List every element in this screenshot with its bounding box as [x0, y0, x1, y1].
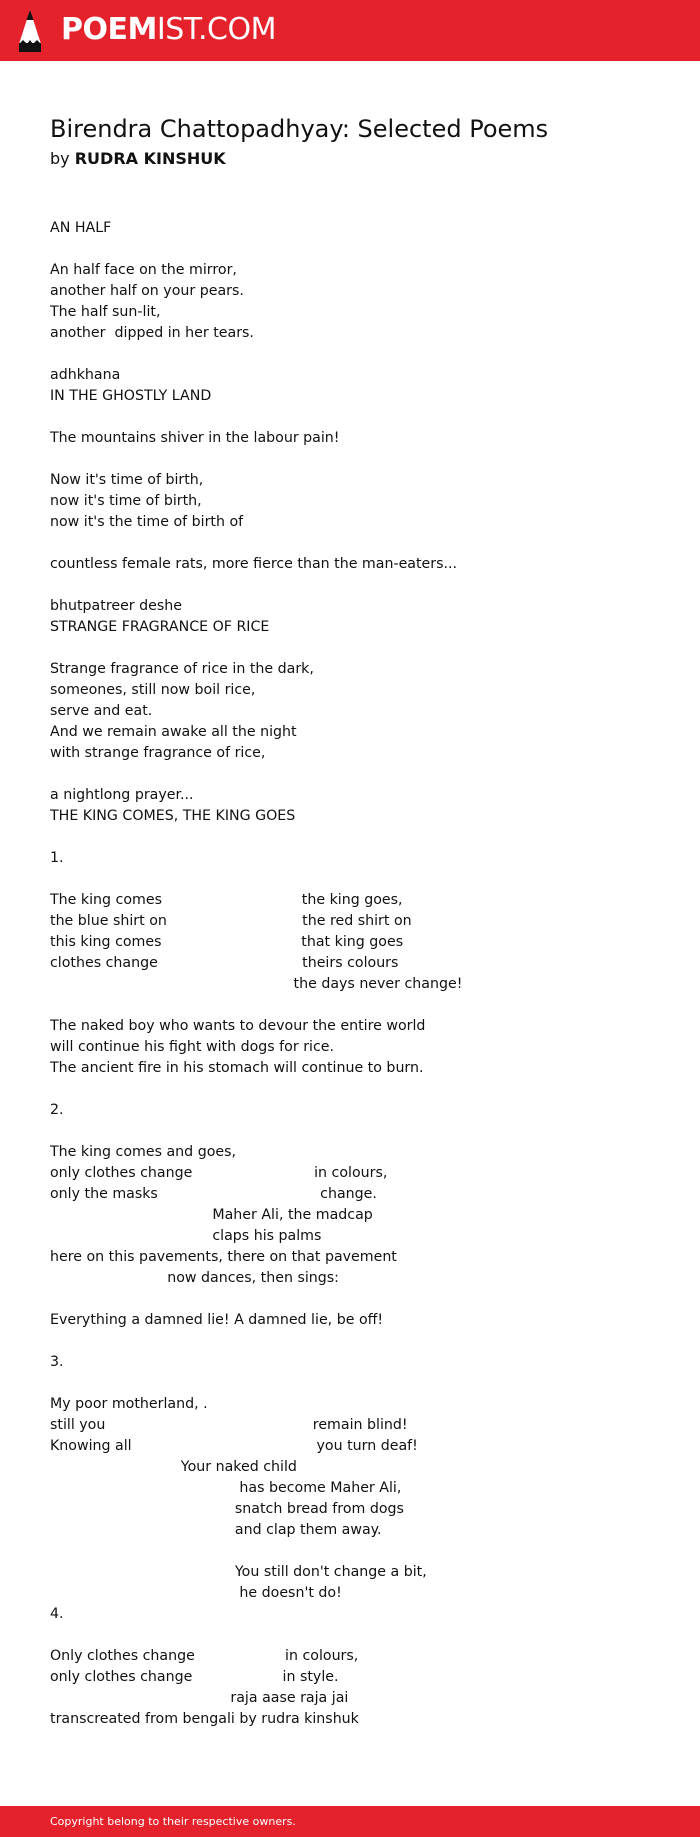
poem-line — [50, 1541, 670, 1562]
poem-line: he doesn't do! — [50, 1585, 342, 1601]
poem-line: My poor motherland, . — [50, 1396, 208, 1412]
poem-line: STRANGE FRAGRANCE OF RICE — [50, 619, 270, 635]
poem-line: Only clothes change in colours, — [50, 1648, 359, 1664]
poem-line — [50, 869, 670, 890]
site-header — [0, 0, 700, 61]
poem-line — [50, 827, 670, 848]
poem-body — [50, 218, 670, 1730]
poem-line: 3. — [50, 1354, 64, 1370]
poem-line: Strange fragrance of rice in the dark, — [50, 661, 314, 677]
poem-line — [50, 533, 670, 554]
poem-line: here on this pavements, there on that pavement — [50, 1249, 397, 1265]
poem-line — [50, 638, 670, 659]
poem-line — [50, 344, 670, 365]
poem-line — [50, 1079, 670, 1100]
poem-line: clothes change theirs colours — [50, 955, 399, 971]
site-footer — [0, 1806, 700, 1837]
by-label: by — [50, 149, 75, 168]
poem-line: now dances, then sings: — [50, 1270, 339, 1286]
poem-line: IN THE GHOSTLY LAND — [50, 388, 212, 404]
poem-line — [50, 1289, 670, 1310]
page-title: Birendra Chattopadhyay: Selected Poems — [50, 115, 549, 143]
poem-line: Everything a damned lie! A damned lie, be off! — [50, 1312, 384, 1328]
poem-line: The mountains shiver in the labour pain! — [50, 430, 340, 446]
poem-line — [50, 1331, 670, 1352]
poem-line: The naked boy who wants to devour the entire world — [50, 1018, 426, 1034]
poem-line: with strange fragrance of rice, — [50, 745, 266, 761]
poem-line: AN HALF — [50, 220, 112, 236]
poem-line: Knowing all you turn deaf! — [50, 1438, 418, 1454]
poem-line: has become Maher Ali, — [50, 1480, 402, 1496]
poem-line — [50, 764, 670, 785]
poem-line — [50, 239, 670, 260]
poem-line: another half on your pears. — [50, 283, 244, 299]
poem-line: 4. — [50, 1606, 64, 1622]
poem-line: 1. — [50, 850, 64, 866]
poem-line — [50, 1121, 670, 1142]
site-logo[interactable] — [61, 10, 276, 50]
poem-line: a nightlong prayer... — [50, 787, 194, 803]
poem-line: bhutpatreer deshe — [50, 598, 182, 614]
poem-line: still you remain blind! — [50, 1417, 408, 1433]
poem-line: only clothes change in colours, — [50, 1165, 388, 1181]
poem-line: the days never change! — [50, 976, 463, 992]
poem-line — [50, 1373, 670, 1394]
poem-line: someones, still now boil rice, — [50, 682, 256, 698]
poem-line: and clap them away. — [50, 1522, 382, 1538]
poem-line: countless female rats, more fierce than the man-eaters... — [50, 556, 458, 572]
poem-line: transcreated from bengali by rudra kinshuk — [50, 1711, 359, 1727]
poem-line: another dipped in her tears. — [50, 325, 254, 341]
poem-line: now it's time of birth, — [50, 493, 202, 509]
poem-line: 2. — [50, 1102, 64, 1118]
poem-line: only the masks change. — [50, 1186, 377, 1202]
poem-line: The king comes the king goes, — [50, 892, 403, 908]
poem-line: The half sun-lit, — [50, 304, 161, 320]
poem-line: the blue shirt on the red shirt on — [50, 913, 412, 929]
poem-line: Maher Ali, the madcap — [50, 1207, 373, 1223]
poem-line — [50, 575, 670, 596]
poem-line: snatch bread from dogs — [50, 1501, 404, 1517]
byline — [50, 148, 226, 170]
pencil-icon[interactable] — [17, 10, 43, 52]
author-name: RUDRA KINSHUK — [74, 149, 226, 168]
poem-line: claps his palms — [50, 1228, 322, 1244]
logo-text-light: IST.COM — [156, 12, 276, 47]
poem-line: The ancient fire in his stomach will continue to burn. — [50, 1060, 424, 1076]
poem-line — [50, 407, 670, 428]
poem-line: this king comes that king goes — [50, 934, 404, 950]
poem-line: adhkhana — [50, 367, 121, 383]
poem-line: You still don't change a bit, — [50, 1564, 427, 1580]
poem-line: An half face on the mirror, — [50, 262, 237, 278]
poem-line — [50, 449, 670, 470]
poem-line — [50, 1625, 670, 1646]
poem-line: The king comes and goes, — [50, 1144, 237, 1160]
poem-line: raja aase raja jai — [50, 1690, 349, 1706]
poem-line: Now it's time of birth, — [50, 472, 204, 488]
poem-line: serve and eat. — [50, 703, 153, 719]
copyright-text: Copyright belong to their respective owners. — [50, 1815, 296, 1828]
poem-line: And we remain awake all the night — [50, 724, 297, 740]
poem-line: THE KING COMES, THE KING GOES — [50, 808, 296, 824]
poem-line: will continue his fight with dogs for rice. — [50, 1039, 335, 1055]
logo-text-strong: POEM — [61, 12, 157, 47]
poem-line: only clothes change in style. — [50, 1669, 339, 1685]
poem-line: now it's the time of birth of — [50, 514, 244, 530]
poem-line — [50, 995, 670, 1016]
poem-line: Your naked child — [50, 1459, 297, 1475]
